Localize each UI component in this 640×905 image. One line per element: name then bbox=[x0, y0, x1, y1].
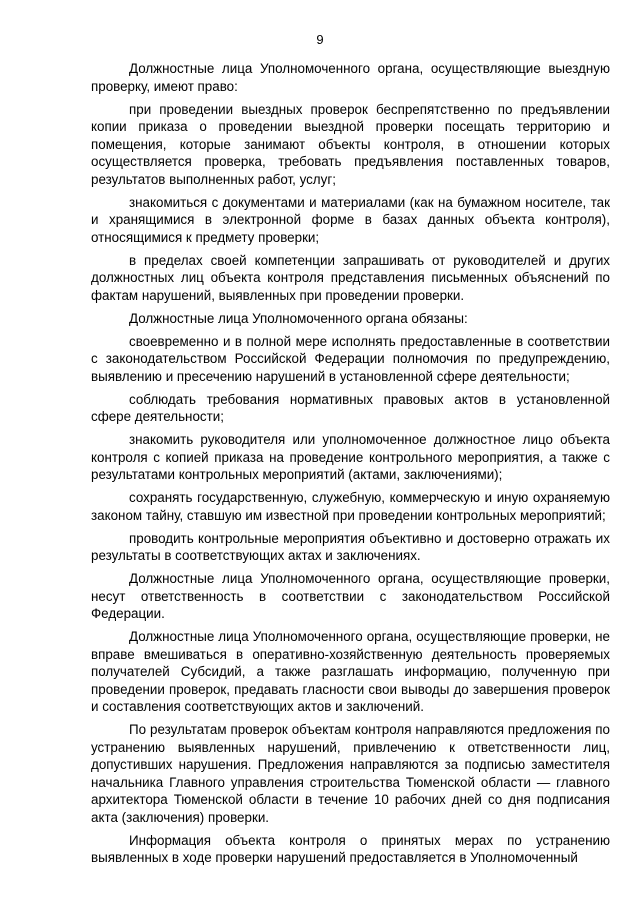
paragraph-duty-keep-secrets: сохранять государственную, служебную, коммерческую и иную охраняемую законом тайну, ставшую им известной при проведении контрольных мероприятий; bbox=[91, 490, 610, 523]
paragraph-right-request-explanations: в пределах своей компетенции запрашивать от руководителей и других должностных лиц объекта контроля представления письменных объяснений по фактам нарушений, выявленных при проведении проверки. bbox=[91, 252, 610, 303]
paragraph-prohibitions: Должностные лица Уполномоченного органа, осуществляющие проверки, не вправе вмешиваться в оперативно-хозяйственную деятельность проверяемых получателей Субсидий, а также разглашать информацию, полученную при проведении проверок, предавать гласности свои выводы до завершения проверок и составления соответствующих актов и заключений. bbox=[91, 629, 610, 714]
paragraph-inspection-results: По результатам проверок объектам контроля направляются предложения по устранению выявленных нарушений, привлечению к ответственности лиц, допустивших нарушения. Предложения направляются за подписью заместителя начальника Главного управления строительства Тюменской области — главного архитектора Тюменской области в течение 10 рабочих дней со дня подписания акта (заключения) проверки. bbox=[91, 722, 610, 825]
document-body bbox=[91, 60, 610, 872]
paragraph-right-review-documents: знакомиться с документами и материалами (как на бумажном носителе, так и хранящимися в электронной форме в базах данных объекта контроля), относящимися к предмету проверки; bbox=[91, 194, 610, 245]
paragraph-duty-comply-regulations: соблюдать требования нормативных правовых актов в установленной сфере деятельности; bbox=[91, 391, 610, 424]
paragraph-duty-inform-head: знакомить руководителя или уполномоченное должностное лицо объекта контроля с копией приказа на проведение контрольного мероприятия, а также с результатами контрольных мероприятий (актами, заключениями); bbox=[91, 432, 610, 482]
paragraph-duty-objective-reporting: проводить контрольные мероприятия объективно и достоверно отражать их результаты в соответствующих актах и заключениях. bbox=[91, 530, 610, 563]
paragraph-duty-exercise-powers: своевременно и в полной мере исполнять предоставленные в соответствии с законодательством Российской Федерации полномочия по предупреждению, выявлению и пресечению нарушений в установленной сфере деятельности; bbox=[91, 333, 610, 384]
paragraph-remediation-info: Информация объекта контроля о принятых мерах по устранению выявленных в ходе проверки нарушений предоставляется в Уполномоченный bbox=[91, 832, 610, 865]
page-number: 9 bbox=[316, 32, 324, 47]
paragraph-inspectors-rights-intro: Должностные лица Уполномоченного органа, осуществляющие выездную проверку, имеют право: bbox=[91, 61, 610, 94]
paragraph-right-visit-premises: при проведении выездных проверок беспрепятственно по предъявлении копии приказа о проведении выездной проверки посещать территорию и помещения, которые занимают объекты контроля, в отношении которых осуществляется проверка, требовать предъявления поставленных товаров, результатов выполненных работ, услуг; bbox=[91, 101, 610, 187]
paragraph-inspectors-duties-intro: Должностные лица Уполномоченного органа обязаны: bbox=[129, 310, 468, 326]
paragraph-responsibility: Должностные лица Уполномоченного органа, осуществляющие проверки, несут ответственность в соответствии с законодательством Российской Федерации. bbox=[91, 571, 610, 621]
